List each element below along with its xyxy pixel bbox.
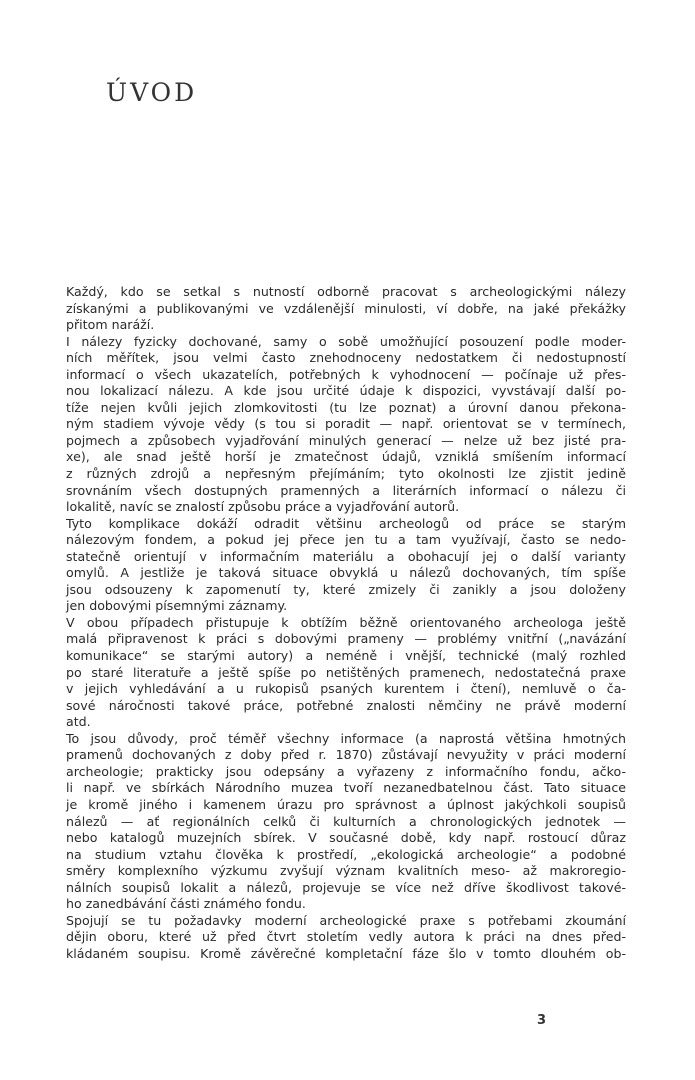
text-line: jen dobovými písemnými záznamy. — [66, 598, 288, 614]
text-line: získanými a publikovanými ve vzdálenější minulosti, ví dobře, na jaké překážky — [66, 300, 626, 316]
text-line: xe), ale snad ještě horší je zmatečnost údajů, vzniklá smíšením informací — [66, 449, 626, 465]
text-line: statečně orientují v informačním materiálu a obohacují jej o další varianty — [66, 548, 626, 564]
text-line: atd. — [66, 714, 91, 730]
text-line: ních měřítek, jsou velmi často znehodnoceny nedostatkem či nedostupností — [66, 350, 626, 366]
text-line: nebo katalogů muzejních sbírek. V současné době, kdy např. rostoucí důraz — [66, 830, 626, 846]
page-number: 3 — [537, 1013, 547, 1028]
text-line: archeologie; prakticky jsou odepsány a vyřazeny z informačního fondu, ačko- — [66, 763, 626, 779]
text-line: nálezovým fondem, a pokud jej přece jen tu a tam využívají, často se nedo- — [66, 532, 626, 548]
text-line: nou lokalizací nálezu. A kde jsou určité údaje k dispozici, vyvstávají další po- — [66, 383, 626, 399]
text-line: lokalitě, navíc se znalostí způsobu práce a vyjadřování autorů. — [66, 499, 460, 515]
text-line: srovnáním všech dostupných pramenných a literárních informací o nálezu či — [66, 482, 626, 498]
text-line: ným stadiem vývoje vědy (s tou si poradit — např. orientovat se v termínech, — [66, 416, 626, 432]
text-line: ho zanedbávání části známého fondu. — [66, 896, 306, 912]
text-line: pramenů dochovaných z doby před r. 1870) zůstávají nevyužity v práci moderní — [66, 747, 626, 763]
text-line: sové náročnosti takové práce, potřebné znalosti němčiny ne právě moderní — [66, 697, 626, 713]
text-line: pojmech a způsobech vyjadřování minulých generací — nelze už bez jisté pra- — [66, 432, 626, 448]
text-line: v jejich vyhledávání a u rukopisů psaných kurentem i čtení), nemluvě o ča- — [66, 681, 626, 697]
text-line: jsou odsouzeny k zapomenutí ty, které zmizely či zanikly a jsou doloženy — [66, 581, 626, 597]
body-text — [66, 284, 626, 962]
text-line: směry komplexního výzkumu zvyšují význam kvalitních meso- až makroregio- — [66, 863, 626, 879]
text-line: Každý, kdo se setkal s nutností odborně pracovat s archeologickými nálezy — [66, 284, 626, 299]
paragraph — [66, 913, 626, 963]
text-line: To jsou důvody, proč téměř všechny informace (a naprostá většina hmotných — [66, 730, 626, 746]
text-line: je kromě jiného i kamenem úrazu pro správnost a úplnost jakýchkoli soupisů — [66, 796, 626, 812]
text-line: na studium vztahu člověka k prostředí, „ekologická archeologie“ a podobné — [66, 846, 626, 862]
text-line: Tyto komplikace dokáží odradit většinu archeologů od práce se starým — [66, 515, 626, 531]
paragraph — [66, 516, 626, 615]
text-line: I nálezy fyzicky dochované, samy o sobě umožňující posouzení podle moder- — [66, 333, 626, 349]
page-title: ÚVOD — [106, 78, 198, 107]
text-line: informací o všech ukazatelích, potřebných k vyhodnocení — počínaje už přes- — [66, 366, 626, 382]
text-line: omylů. A jestliže je taková situace obvyklá u nálezů dochovaných, tím spíše — [66, 565, 626, 581]
paragraph — [66, 615, 626, 731]
text-line: V obou případech přistupuje k obtížím běžně orientovaného archeologa ještě — [66, 614, 626, 630]
paragraph — [66, 334, 626, 516]
text-line: tíže nejen kvůli jejich zlomkovitosti (tu lze poznat) a úrovní danou překona- — [66, 399, 626, 415]
text-line: z různých zdrojů a nepřesným přejímáním; tyto okolnosti lze zjistit jedině — [66, 466, 626, 482]
text-line: komunikace“ se starými autory) a neméně i vnější, technické (malý rozhled — [66, 648, 626, 664]
paragraph — [66, 284, 626, 334]
text-line: kládaném soupisu. Kromě závěrečné kompletační fáze šlo v tomto dlouhém ob- — [66, 945, 626, 961]
text-line: Spojují se tu požadavky moderní archeologické praxe s potřebami zkoumání — [66, 912, 626, 928]
text-line: přitom naráží. — [66, 317, 155, 333]
text-line: nálních soupisů lokalit a nálezů, projevuje se více než dříve škodlivost takové- — [66, 879, 626, 895]
text-line: li např. ve sbírkách Národního muzea tvoří nezanedbatelnou část. Tato situace — [66, 780, 626, 796]
text-line: malá připravenost k práci s dobovými prameny — problémy vnitřní („navázání — [66, 631, 626, 647]
text-line: po staré literatuře a ještě spíše po netištěných pramenech, nedostatečná praxe — [66, 664, 626, 680]
text-line: dějin oboru, které už před čtvrt stoletím vedly autora k práci na dnes před- — [66, 929, 626, 945]
text-line: nálezů — ať regionálních celků či kulturních a chronologických jednotek — — [66, 813, 626, 829]
paragraph — [66, 731, 626, 913]
